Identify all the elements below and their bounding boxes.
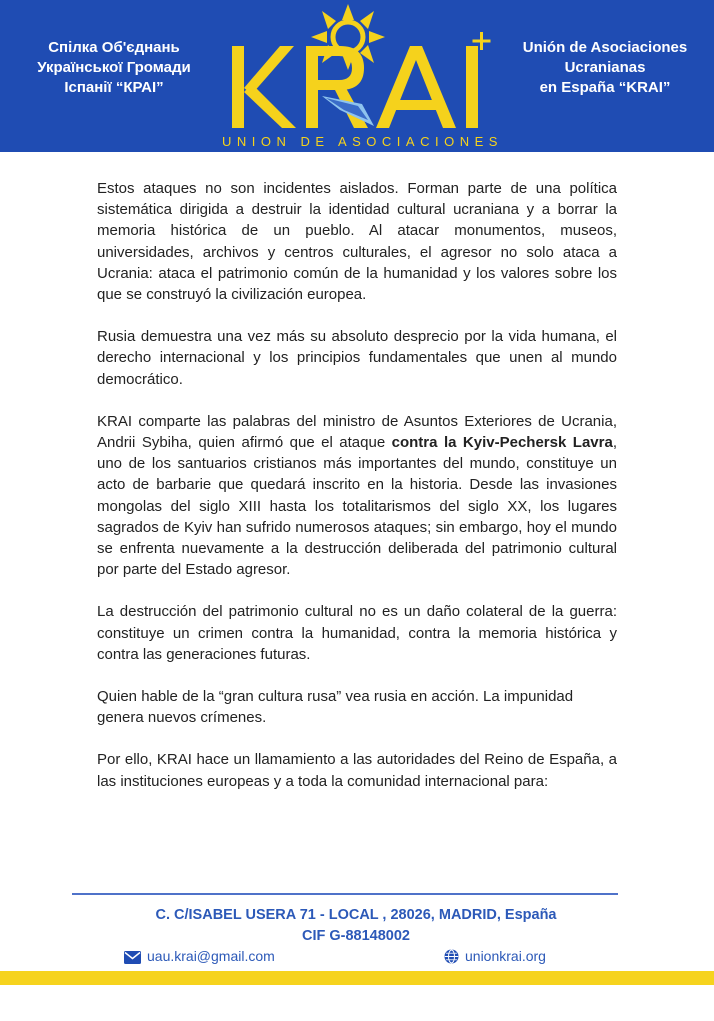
paragraph-3-bold: contra la Kyiv-Pechersk Lavra bbox=[391, 434, 613, 452]
footer-address: C. C/ISABEL USERA 71 - LOCAL , 28026, MADRID, España bbox=[155, 907, 557, 923]
envelope-icon bbox=[124, 951, 141, 964]
footer-divider bbox=[72, 893, 618, 895]
paragraph-3-end: , uno de los santuarios cristianos más importantes del mundo, constituye un acto de barbarie que quedará inscrito en la historia. Desde las invasiones mongolas del siglo XIII hasta los totalitarismos del siglo XX, los lugares sagrados de Kyiv han sufrido numerosos ataques; sin embargo, hoy el mundo se enfrenta nuevamente a la destrucción deliberada del patrimonio cultural por parte del Estado agresor. bbox=[97, 434, 617, 579]
footer-website[interactable] bbox=[444, 946, 546, 966]
header-left-line: Спілка Об'єднань bbox=[48, 39, 180, 56]
header-left-line: Іспанії “КРАІ” bbox=[64, 79, 164, 96]
footer-address-block bbox=[96, 905, 616, 947]
krai-logo bbox=[222, 0, 503, 152]
letter-body bbox=[97, 178, 617, 813]
globe-icon bbox=[444, 949, 459, 964]
footer-cif: CIF G-88148002 bbox=[301, 928, 410, 944]
paragraph-1: Estos ataques no son incidentes aislados. Forman parte de una política sistemática dirigida a destruir la identidad cultural ucraniana y a borrar la memoria histórica de un pueblo. Al atacar monumentos, museos, universidades, archivos y centros culturales, el agresor no solo ataca a Ucrania: ataca el patrimonio común de la humanidad y los valores sobre los que se construyó la civilización europea. bbox=[97, 180, 617, 304]
footer-email[interactable] bbox=[124, 946, 275, 966]
website-url[interactable]: unionkrai.org bbox=[465, 948, 546, 964]
header-left-line: Української Громади bbox=[37, 59, 191, 76]
paragraph-3-start: KRAI comparte las palabras del ministro de Asuntos Exteriores de Ucrania, Andrii Sybiha, quien afirmó que el ataque bbox=[97, 412, 617, 452]
header-spanish-name bbox=[500, 38, 710, 98]
header-right-line: Ucranianas bbox=[564, 59, 646, 76]
email-address[interactable]: uau.krai@gmail.com bbox=[147, 948, 275, 964]
footer-yellow-bar bbox=[0, 971, 714, 985]
header-right-line: en España “KRAI” bbox=[539, 79, 671, 96]
header-right-line: Unión de Asociaciones bbox=[522, 39, 688, 56]
sun-icon bbox=[311, 4, 385, 70]
paragraph-4: La destrucción del patrimonio cultural no es un daño colateral de la guerra: constituye un crimen contra la humanidad, contra la memoria histórica y contra las generaciones futuras. bbox=[97, 603, 617, 663]
header-ukrainian-name bbox=[14, 38, 214, 98]
logo-subtitle: UNION DE ASOCIACIONES bbox=[222, 134, 503, 149]
paragraph-3 bbox=[97, 411, 617, 581]
letterhead-header bbox=[0, 0, 714, 152]
paragraph-6: Por ello, KRAI hace un llamamiento a las autoridades del Reino de España, a las instituciones europeas y a toda la comunidad internacional para: bbox=[97, 751, 617, 790]
paragraph-2: Rusia demuestra una vez más su absoluto desprecio por la vida humana, el derecho internacional y los principios fundamentales que unen al mundo democrático. bbox=[97, 328, 617, 388]
paragraph-5: Quien hable de la “gran cultura rusa” vea rusia en acción. La impunidad genera nuevos crímenes. bbox=[97, 688, 574, 727]
